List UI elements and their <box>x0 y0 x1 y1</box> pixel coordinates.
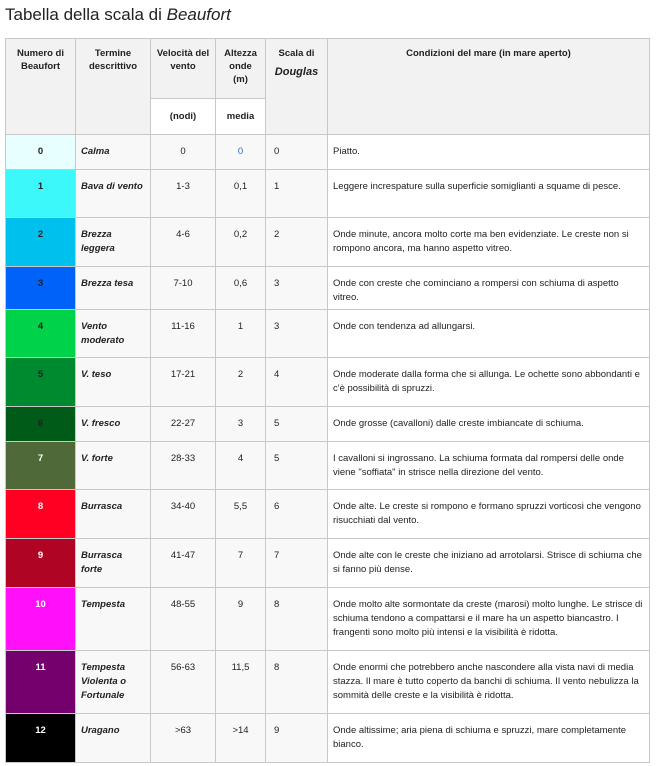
douglas-scale: 4 <box>266 358 328 407</box>
beaufort-number: 8 <box>6 490 76 539</box>
table-row <box>6 539 650 588</box>
wind-speed: >63 <box>151 714 216 763</box>
beaufort-number: 0 <box>6 135 76 170</box>
wave-height: 0,6 <box>216 267 266 310</box>
header-numero: Numero di Beaufort <box>6 39 76 135</box>
beaufort-number: 1 <box>6 170 76 218</box>
douglas-scale: 7 <box>266 539 328 588</box>
douglas-scale: 5 <box>266 407 328 442</box>
table-row <box>6 490 650 539</box>
sea-conditions: Onde con creste che cominciano a rompersi con schiuma di aspetto vitreo. <box>328 267 650 310</box>
descriptive-term: Brezza tesa <box>76 267 151 310</box>
sea-conditions: Onde alte con le creste che iniziano ad arrotolarsi. Strisce di schiuma che si fanno più dense. <box>328 539 650 588</box>
wind-speed: 11-16 <box>151 310 216 358</box>
sea-conditions: Onde moderate dalla forma che si allunga. Le ochette sono abbondanti e c'è possibilità di spruzzi. <box>328 358 650 407</box>
sea-conditions: Onde enormi che potrebbero anche nascondere alla vista navi di media stazza. Il mare è tutto coperto da banchi di schiuma. Il vento nebulizza la sommità delle creste e la visibilità è ridotta. <box>328 651 650 714</box>
wind-speed: 1-3 <box>151 170 216 218</box>
table-row <box>6 310 650 358</box>
douglas-scale: 8 <box>266 588 328 651</box>
header-douglas-top: Scala di <box>278 48 315 59</box>
table-row <box>6 358 650 407</box>
douglas-scale: 1 <box>266 170 328 218</box>
table-row <box>6 714 650 763</box>
beaufort-number: 9 <box>6 539 76 588</box>
descriptive-term: Vento moderato <box>76 310 151 358</box>
wave-height: 0,2 <box>216 218 266 267</box>
descriptive-term: Brezza leggera <box>76 218 151 267</box>
header-velocita-unit: (nodi) <box>151 99 216 135</box>
descriptive-term: Calma <box>76 135 151 170</box>
title-text: Tabella della scala di <box>5 5 167 24</box>
wind-speed: 28-33 <box>151 442 216 490</box>
beaufort-table <box>5 38 650 763</box>
wind-speed: 17-21 <box>151 358 216 407</box>
descriptive-term: Tempesta <box>76 588 151 651</box>
douglas-scale: 2 <box>266 218 328 267</box>
wave-height: >14 <box>216 714 266 763</box>
beaufort-number: 2 <box>6 218 76 267</box>
header-condizioni: Condizioni del mare (in mare aperto) <box>328 39 650 135</box>
header-velocita: Velocità del vento <box>151 39 216 99</box>
beaufort-number: 10 <box>6 588 76 651</box>
beaufort-number: 4 <box>6 310 76 358</box>
douglas-scale: 6 <box>266 490 328 539</box>
wave-height: 7 <box>216 539 266 588</box>
wind-speed: 7-10 <box>151 267 216 310</box>
table-row <box>6 170 650 218</box>
wind-speed: 0 <box>151 135 216 170</box>
header-douglas <box>266 39 328 135</box>
wave-height: 4 <box>216 442 266 490</box>
table-row <box>6 407 650 442</box>
douglas-scale: 3 <box>266 267 328 310</box>
beaufort-number: 12 <box>6 714 76 763</box>
title-italic: Beaufort <box>166 5 231 24</box>
wave-height: 3 <box>216 407 266 442</box>
sea-conditions: Onde altissime; aria piena di schiuma e spruzzi, mare completamente bianco. <box>328 714 650 763</box>
descriptive-term: Bava di vento <box>76 170 151 218</box>
page-title <box>5 5 231 25</box>
sea-conditions: Piatto. <box>328 135 650 170</box>
wind-speed: 34-40 <box>151 490 216 539</box>
descriptive-term: Tempesta Violenta o Fortunale <box>76 651 151 714</box>
table-row <box>6 651 650 714</box>
wind-speed: 22-27 <box>151 407 216 442</box>
header-altezza: Altezza onde (m) <box>216 39 266 99</box>
beaufort-number: 5 <box>6 358 76 407</box>
sea-conditions: Onde minute, ancora molto corte ma ben evidenziate. Le creste non si rompono ancora, ma hanno aspetto vitreo. <box>328 218 650 267</box>
descriptive-term: V. fresco <box>76 407 151 442</box>
beaufort-number: 11 <box>6 651 76 714</box>
wind-speed: 48-55 <box>151 588 216 651</box>
sea-conditions: Onde molto alte sormontate da creste (marosi) molto lunghe. Le strisce di schiuma tendono a compattarsi e il mare ha un aspetto biancastro. I frangenti sono molto più intensi e la visibilità è ridotta. <box>328 588 650 651</box>
wave-height: 11,5 <box>216 651 266 714</box>
wave-height: 5,5 <box>216 490 266 539</box>
table-row <box>6 218 650 267</box>
header-altezza-sub: media <box>216 99 266 135</box>
douglas-scale: 0 <box>266 135 328 170</box>
wave-height: 0,1 <box>216 170 266 218</box>
descriptive-term: V. teso <box>76 358 151 407</box>
sea-conditions: Onde alte. Le creste si rompono e formano spruzzi vorticosi che vengono risucchiati dal vento. <box>328 490 650 539</box>
douglas-scale: 5 <box>266 442 328 490</box>
wave-height: 9 <box>216 588 266 651</box>
beaufort-number: 3 <box>6 267 76 310</box>
header-termine: Termine descrittivo <box>76 39 151 135</box>
douglas-scale: 9 <box>266 714 328 763</box>
sea-conditions: I cavalloni si ingrossano. La schiuma formata dal rompersi delle onde viene "soffiata" in strisce nella direzione del vento. <box>328 442 650 490</box>
descriptive-term: Uragano <box>76 714 151 763</box>
table-row <box>6 267 650 310</box>
descriptive-term: Burrasca <box>76 490 151 539</box>
douglas-scale: 8 <box>266 651 328 714</box>
table-row <box>6 135 650 170</box>
descriptive-term: V. forte <box>76 442 151 490</box>
wave-height: 2 <box>216 358 266 407</box>
wave-height: 0 <box>216 135 266 170</box>
douglas-scale: 3 <box>266 310 328 358</box>
wave-height: 1 <box>216 310 266 358</box>
descriptive-term: Burrasca forte <box>76 539 151 588</box>
sea-conditions: Onde grosse (cavalloni) dalle creste imbiancate di schiuma. <box>328 407 650 442</box>
wind-speed: 4-6 <box>151 218 216 267</box>
table-row <box>6 588 650 651</box>
beaufort-number: 7 <box>6 442 76 490</box>
sea-conditions: Leggere increspature sulla superficie somiglianti a squame di pesce. <box>328 170 650 218</box>
sea-conditions: Onde con tendenza ad allungarsi. <box>328 310 650 358</box>
beaufort-number: 6 <box>6 407 76 442</box>
table-row <box>6 442 650 490</box>
wind-speed: 56-63 <box>151 651 216 714</box>
header-douglas-name: Douglas <box>274 66 319 78</box>
wind-speed: 41-47 <box>151 539 216 588</box>
